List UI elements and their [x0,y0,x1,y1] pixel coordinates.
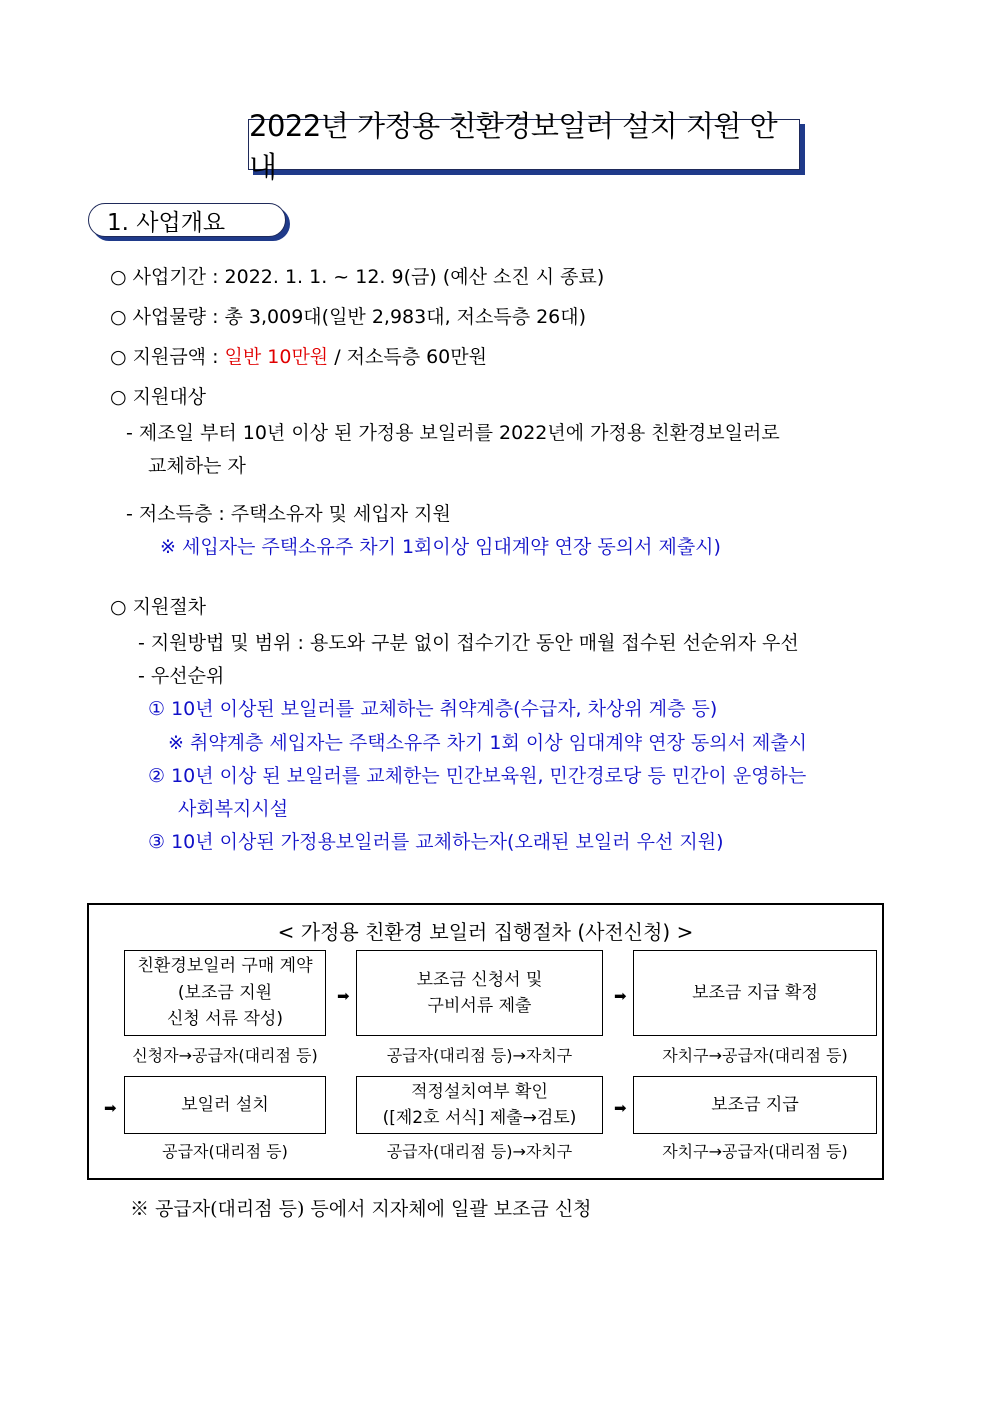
target-heading: ○ 지원대상 [110,386,207,408]
amount-general: 일반 10만원 [224,346,329,368]
step-3-caption: 자치구→공급자(대리점 등) [662,1046,848,1065]
step-4-caption: 공급자(대리점 등) [162,1142,288,1161]
arrow-right-icon: ➡ [104,1099,117,1117]
step-6-line-1: 보조금 지급 [711,1094,799,1115]
step-5-line-2: ([제2호 서식] 제출→검토) [382,1108,577,1128]
amount-prefix: ○ 지원금액 : [110,346,225,368]
step-2-line-2: 구비서류 제출 [427,996,532,1016]
quantity-line: ○ 사업물량 : 총 3,009대(일반 2,983대, 저소득층 26대) [110,306,587,328]
amount-suffix: / 저소득층 60만원 [328,346,487,368]
step-2-line-1: 보조금 신청서 및 [416,969,543,990]
target-note: ※ 세입자는 주택소유주 차기 1회이상 임대계약 연장 동의서 제출시) [160,536,721,558]
arrow-right-icon: ➡ [614,987,627,1005]
step-boiler-install [124,1076,326,1134]
procedure-flow-box [87,903,884,1180]
step-subsidy-confirmed [633,950,877,1036]
step-submit-application [356,950,603,1036]
priority-2: ② 10년 이상 된 보일러를 교체한는 민간보육원, 민간경로당 등 민간이 운영하는 [148,765,807,787]
step-1-line-2: (보조금 지원 [177,982,273,1003]
arrow-right-icon: ➡ [337,987,350,1005]
step-1-line-1: 친환경보일러 구매 계약 [137,956,313,977]
priority-1: ① 10년 이상된 보일러를 교체하는 취약계층(수급자, 차상위 계층 등) [148,698,718,720]
footer-note: ※ 공급자(대리점 등) 등에서 지자체에 일괄 보조금 신청 [130,1198,592,1220]
step-3-line-1: 보조금 지급 확정 [692,982,818,1003]
step-5-line-1: 적정설치여부 확인 [411,1081,548,1102]
step-1-line-3: 신청 서류 작성) [167,1009,283,1030]
step-1-caption: 신청자→공급자(대리점 등) [132,1046,318,1065]
step-install-check [356,1076,603,1134]
priority-3: ③ 10년 이상된 가정용보일러를 교체하는자(오래된 보일러 우선 지원) [148,831,724,853]
step-6-caption: 자치구→공급자(대리점 등) [662,1142,848,1161]
step-subsidy-payment [633,1076,877,1134]
procedure-heading: ○ 지원절차 [110,596,207,618]
target-item-1-cont: 교체하는 자 [148,455,246,477]
arrow-right-icon: ➡ [614,1099,627,1117]
procedure-priority: - 우선순위 [138,665,225,687]
period-line: ○ 사업기간 : 2022. 1. 1. ~ 12. 9(금) (예산 소진 시 종료) [110,266,605,288]
step-4-line-1: 보일러 설치 [181,1094,269,1115]
procedure-method: - 지원방법 및 범위 : 용도와 구분 없이 접수기간 동안 매월 접수된 선순위자 우선 [138,632,799,654]
target-item-2: - 저소득층 : 주택소유자 및 세입자 지원 [126,503,451,525]
step-2-caption: 공급자(대리점 등)→자치구 [386,1046,573,1065]
document-title: 2022년 가정용 친환경보일러 설치 지원 안내 [248,119,800,170]
priority-1-note: ※ 취약계층 세입자는 주택소유주 차기 1회 이상 임대계약 연장 동의서 제출시 [168,732,808,754]
target-item-1: - 제조일 부터 10년 이상 된 가정용 보일러를 2022년에 가정용 친환경보일러로 [126,422,780,444]
priority-2-cont: 사회복지시설 [178,798,289,820]
step-5-caption: 공급자(대리점 등)→자치구 [386,1142,573,1161]
flow-title: < 가정용 친환경 보일러 집행절차 (사전신청) > [277,920,694,944]
amount-line [110,346,487,369]
step-purchase-contract [124,950,326,1036]
section-heading: 1. 사업개요 [88,203,286,237]
